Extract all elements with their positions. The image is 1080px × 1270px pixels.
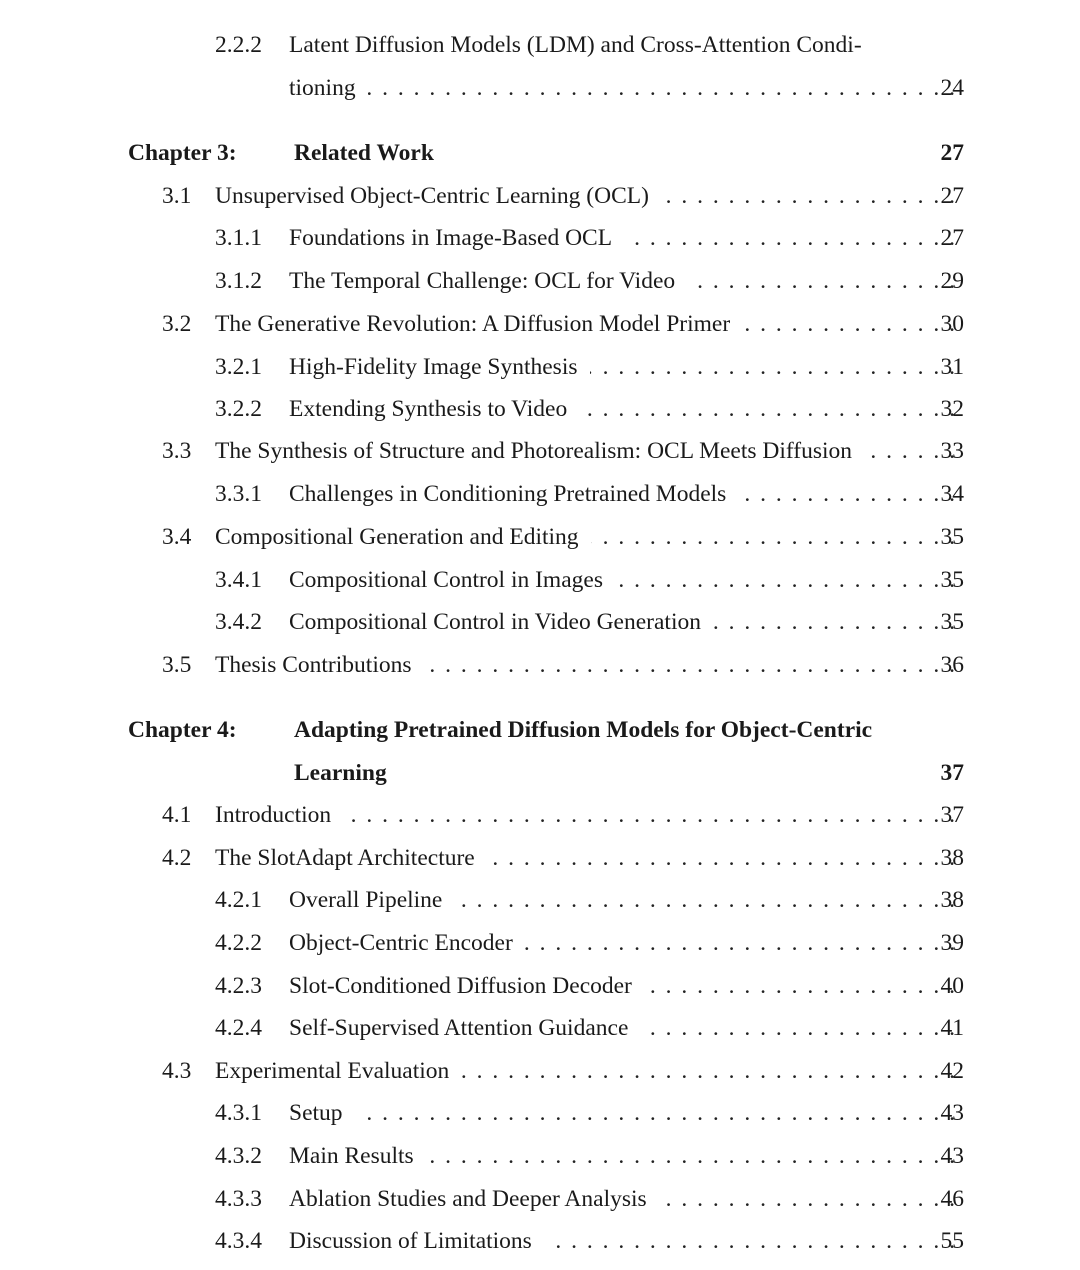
toc-entry-number: 3.3.1 xyxy=(215,481,262,507)
toc-page-number: 38 xyxy=(940,845,964,871)
toc-page-number: 38 xyxy=(940,887,964,913)
toc-entry-title: Unsupervised Object-Centric Learning (OCL) xyxy=(215,183,649,209)
toc-page-number: 35 xyxy=(940,524,964,550)
toc-dot-leader xyxy=(624,223,955,253)
toc-entry-number: 2.2.2 xyxy=(215,32,262,58)
toc-dot-leader xyxy=(590,352,955,382)
toc-dot-leader xyxy=(525,928,955,958)
toc-entry-title: The Temporal Challenge: OCL for Video xyxy=(289,268,676,294)
toc-entry-number: 4.1 xyxy=(162,802,192,828)
toc-entry-title: Compositional Control in Images xyxy=(289,567,603,593)
toc-dot-leader xyxy=(343,800,955,830)
toc-page-number: 27 xyxy=(940,225,964,251)
toc-page-number: 33 xyxy=(940,438,964,464)
toc-entry-number: 3.1 xyxy=(162,183,192,209)
toc-entry-number: Chapter 3: xyxy=(128,140,237,166)
toc-dot-leader xyxy=(742,309,955,339)
toc-entry-title: Foundations in Image-Based OCL xyxy=(289,225,613,251)
toc-entry-title: Experimental Evaluation xyxy=(215,1058,450,1084)
toc-dot-leader xyxy=(579,394,955,424)
toc-dot-leader xyxy=(368,73,955,103)
toc-page-number: 55 xyxy=(940,1228,964,1254)
toc-page-number: 36 xyxy=(940,652,964,678)
toc-dot-leader xyxy=(661,181,955,211)
toc-entry-title: Overall Pipeline xyxy=(289,887,443,913)
toc-entry-title: Self-Supervised Attention Guidance xyxy=(289,1015,629,1041)
toc-entry-number: 4.2.2 xyxy=(215,930,262,956)
toc-page-number: 34 xyxy=(940,481,964,507)
toc-page-number: 42 xyxy=(940,1058,964,1084)
toc-entry-number: 4.3.4 xyxy=(215,1228,262,1254)
toc-dot-leader xyxy=(591,522,955,552)
toc-page-number: 32 xyxy=(940,396,964,422)
toc-entry-title: Object-Centric Encoder xyxy=(289,930,513,956)
toc-dot-leader xyxy=(644,971,955,1001)
toc-page-number: 43 xyxy=(940,1143,964,1169)
toc-page-number: 43 xyxy=(940,1100,964,1126)
toc-entry-number: 3.4 xyxy=(162,524,192,550)
toc-entry-number: 3.1.2 xyxy=(215,268,262,294)
toc-dot-leader xyxy=(544,1226,955,1256)
toc-entry-number: 3.4.2 xyxy=(215,609,262,635)
toc-dot-leader xyxy=(640,1013,955,1043)
toc-page-number: 39 xyxy=(940,930,964,956)
toc-entry-number: 4.3.2 xyxy=(215,1143,262,1169)
toc-entry-title: The SlotAdapt Architecture xyxy=(215,845,475,871)
toc-dot-leader xyxy=(659,1184,955,1214)
toc-entry-number: 3.2.1 xyxy=(215,354,262,380)
toc-entry-number: 3.3 xyxy=(162,438,192,464)
toc-entry-title: Ablation Studies and Deeper Analysis xyxy=(289,1186,647,1212)
toc-entry-title: Setup xyxy=(289,1100,343,1126)
toc-entry-number: 4.2.3 xyxy=(215,973,262,999)
toc-entry-title: Challenges in Conditioning Pretrained Models xyxy=(289,481,727,507)
toc-dot-leader xyxy=(426,1141,955,1171)
toc-page-number: 27 xyxy=(940,183,964,209)
toc-page-number: 41 xyxy=(940,1015,964,1041)
toc-page-number: 40 xyxy=(940,973,964,999)
toc-page-number: 29 xyxy=(940,268,964,294)
toc-entry-number: 3.4.1 xyxy=(215,567,262,593)
toc-entry-number: 4.3.1 xyxy=(215,1100,262,1126)
toc-entry-title: tioning xyxy=(289,75,356,101)
toc-entry-number: 3.1.1 xyxy=(215,225,262,251)
toc-entry-title: Introduction xyxy=(215,802,332,828)
toc-entry-number: Chapter 4: xyxy=(128,717,237,743)
toc-dot-leader xyxy=(687,266,955,296)
toc-dot-leader xyxy=(487,843,955,873)
toc-page-number: 30 xyxy=(940,311,964,337)
toc-page-number: 35 xyxy=(940,567,964,593)
toc-entry-number: 4.2 xyxy=(162,845,192,871)
toc-page-number: 24 xyxy=(940,75,964,101)
toc-entry-title: Main Results xyxy=(289,1143,414,1169)
toc-entry-title: Slot-Conditioned Diffusion Decoder xyxy=(289,973,632,999)
toc-entry-number: 3.2.2 xyxy=(215,396,262,422)
toc-entry-number: 3.5 xyxy=(162,652,192,678)
toc-page-number: 46 xyxy=(940,1186,964,1212)
toc-entry-number: 4.2.1 xyxy=(215,887,262,913)
toc-page-number: 31 xyxy=(940,354,964,380)
toc-page-number: 37 xyxy=(940,802,964,828)
toc-entry-title: Compositional Generation and Editing xyxy=(215,524,579,550)
toc-dot-leader xyxy=(713,607,955,637)
toc-dot-leader xyxy=(615,565,955,595)
toc-page-number: 35 xyxy=(940,609,964,635)
toc-page-number: 37 xyxy=(940,760,964,786)
toc-entry-title: Extending Synthesis to Video xyxy=(289,396,568,422)
toc-entry-title: The Generative Revolution: A Diffusion Model Primer xyxy=(215,311,731,337)
toc-entry-title: Learning xyxy=(294,760,387,786)
toc-dot-leader xyxy=(461,1056,955,1086)
toc-entry-title: Thesis Contributions xyxy=(215,652,412,678)
toc-entry-number: 4.3 xyxy=(162,1058,192,1084)
toc-dot-leader xyxy=(454,885,955,915)
toc-dot-leader xyxy=(738,479,955,509)
toc-page-number: 27 xyxy=(940,140,964,166)
toc-dot-leader xyxy=(424,650,956,680)
toc-entry-title: Latent Diffusion Models (LDM) and Cross-Attention Condi- xyxy=(289,32,862,58)
toc-entry-title: High-Fidelity Image Synthesis xyxy=(289,354,578,380)
toc-entry-title: Discussion of Limitations xyxy=(289,1228,532,1254)
toc-entry-number: 4.3.3 xyxy=(215,1186,262,1212)
toc-entry-number: 3.2 xyxy=(162,311,192,337)
toc-entry-title: Related Work xyxy=(294,140,434,166)
toc-dot-leader xyxy=(355,1098,955,1128)
toc-entry-title: The Synthesis of Structure and Photorealism: OCL Meets Diffusion xyxy=(215,438,853,464)
toc-entry-number: 4.2.4 xyxy=(215,1015,262,1041)
toc-entry-title: Compositional Control in Video Generation xyxy=(289,609,701,635)
toc-entry-title: Adapting Pretrained Diffusion Models for Object-Centric xyxy=(294,717,873,743)
